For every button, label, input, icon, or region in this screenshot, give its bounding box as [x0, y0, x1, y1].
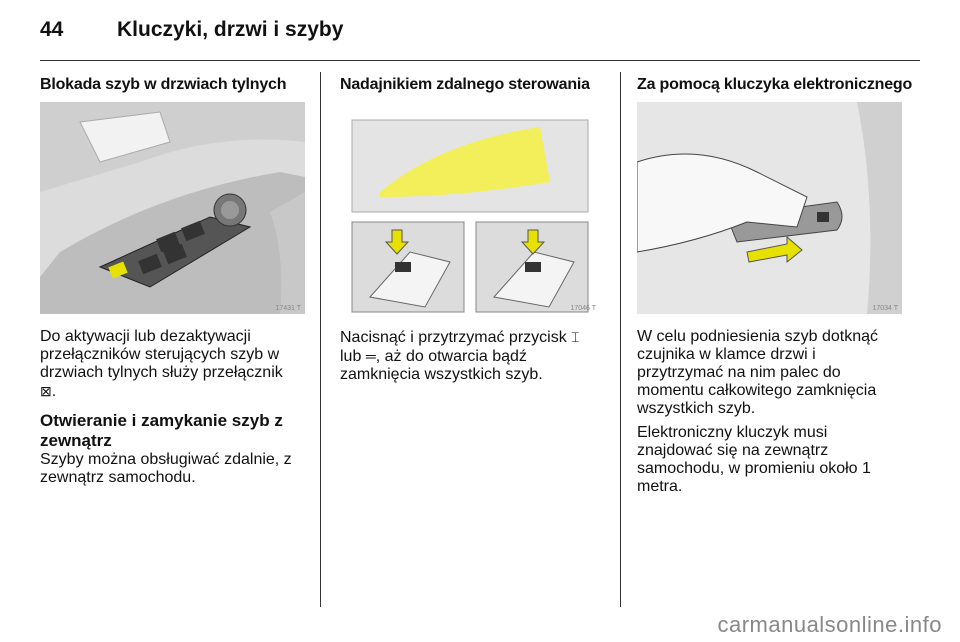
column-divider-1: [320, 72, 321, 607]
paragraph: W celu podniesienia szyb dotknąć czujnika w klamce drzwi i przytrzymać na nim palec do momentu całkowitego zamknięcia wszystkich szyb.: [637, 328, 879, 417]
window-lock-icon: ⊠: [40, 383, 52, 399]
section-heading: Za pomocą kluczyka elektronicznego: [637, 76, 913, 93]
column-remote-control: [340, 76, 600, 390]
subheading: Otwieranie i zamykanie szyb z zewnątrz: [40, 411, 283, 450]
paragraph: Elektroniczny kluczyk musi znajdować się na zewnątrz samochodu, w promieniu około 1 metra.: [637, 424, 871, 495]
page-title: Kluczyki, drzwi i szyby: [117, 18, 344, 41]
door-handle-illustration: [637, 102, 902, 314]
page-number: 44: [40, 18, 64, 41]
unlock-button-icon: ⌶: [571, 329, 580, 345]
figure-code: 17046 T: [570, 305, 596, 312]
paragraph: Nacisnąć i przytrzymać przycisk ⌶ lub ═, aż do otwarcia bądź zamknięcia wszystkich szyb.: [340, 329, 580, 383]
door-switch-illustration: [40, 102, 305, 314]
door-panel-drawing: [40, 102, 305, 314]
section-heading: Nadajnikiem zdalnego sterowania: [340, 76, 590, 93]
door-handle-drawing: [637, 102, 902, 314]
section-heading: Blokada szyb w drzwiach tylnych: [40, 76, 287, 93]
figure-code: 17034 T: [872, 305, 898, 312]
paragraph: Szyby można obsługiwać zdalnie, z zewnątrz samochodu.: [40, 451, 292, 486]
figure-code: 17431 T: [275, 305, 301, 312]
page-header: [40, 18, 920, 58]
paragraph: Do aktywacji lub dezaktywacji przełączników sterujących szyb w drzwiach tylnych służy przełącznik ⊠.: [40, 328, 283, 400]
column-electronic-key: [637, 76, 913, 502]
remote-key-drawing: [340, 102, 600, 314]
header-divider: [40, 60, 920, 61]
watermark: carmanualsonline.info: [717, 612, 942, 637]
lock-button-icon: ═: [365, 348, 376, 364]
remote-key-illustration: [340, 102, 600, 314]
column-divider-2: [620, 72, 621, 607]
column-window-lock: [40, 76, 305, 493]
